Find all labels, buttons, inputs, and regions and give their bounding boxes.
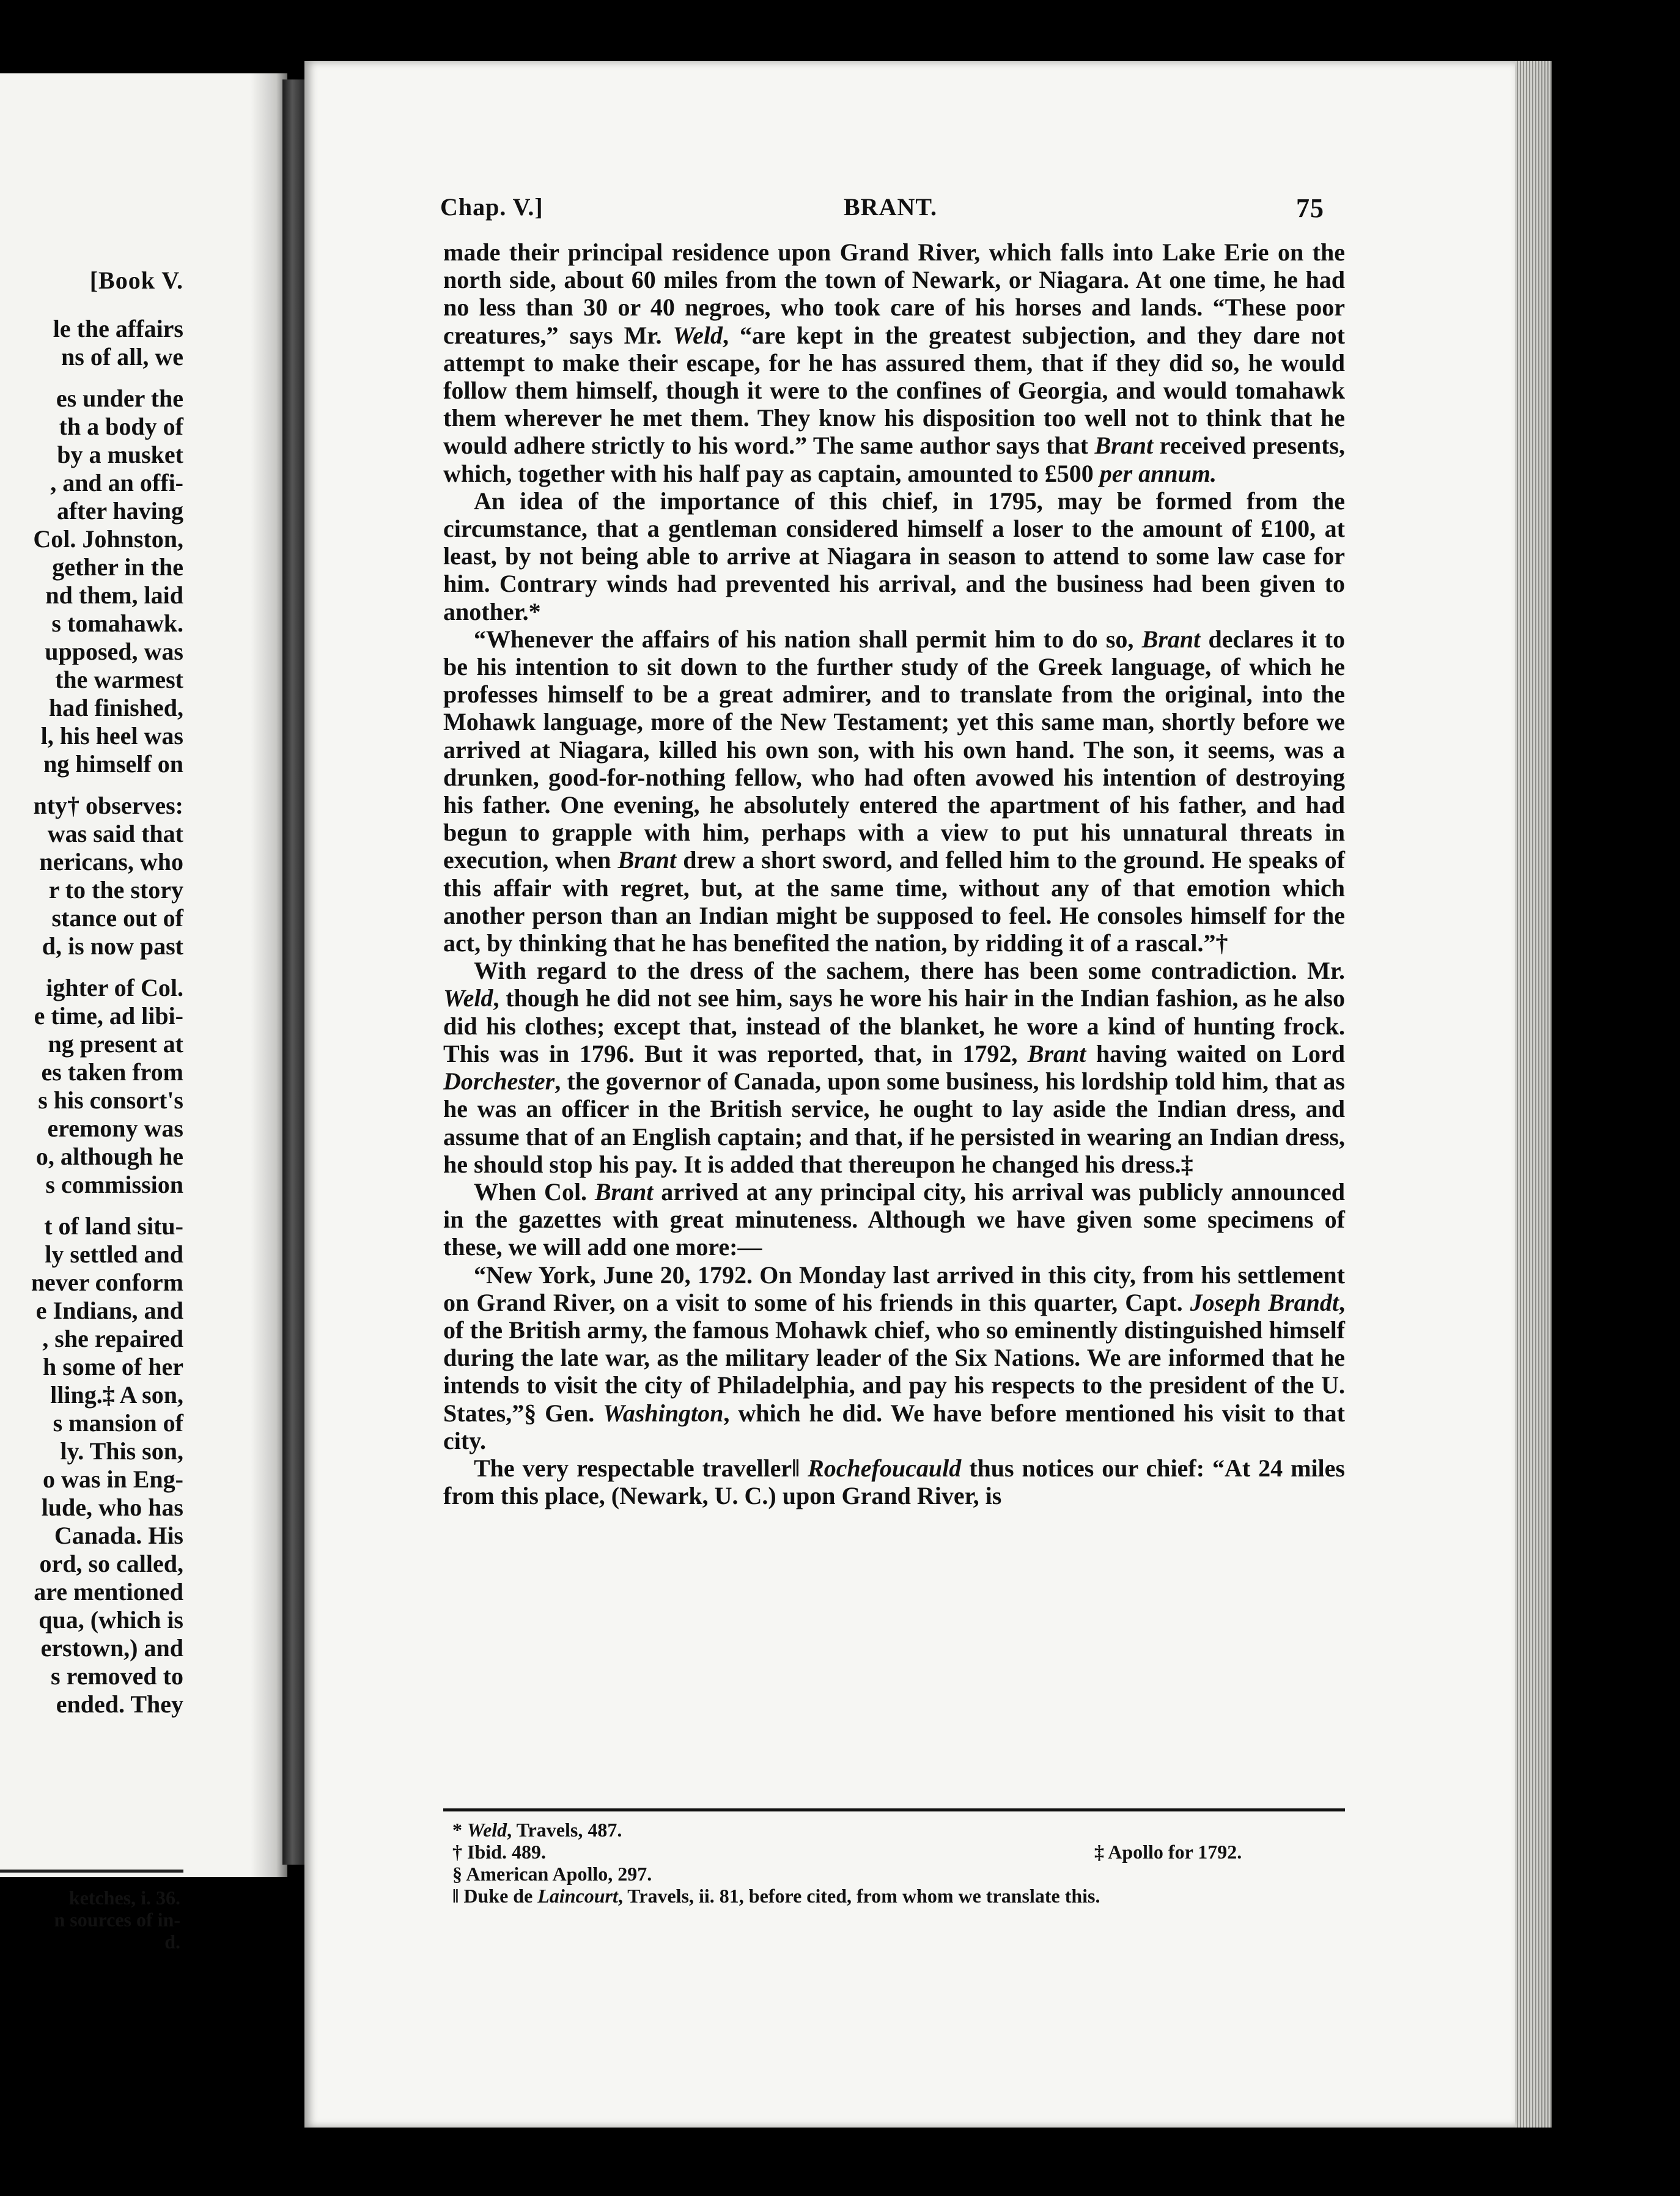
left-page-footnote-line: ketches, i. 36.	[68, 1887, 180, 1909]
italic-run: Weld	[443, 984, 493, 1012]
left-page-footnote-line: n sources of in-	[54, 1909, 180, 1931]
book-binding	[282, 79, 307, 1865]
left-page-line: eremony was	[47, 1115, 183, 1142]
left-page-line: o, although he	[35, 1143, 183, 1170]
text-run: made their principal residence upon Grand River, which falls into Lake Erie on the north side, about 60 miles from the town of Newark, or Niagara. At one time, he had no less than 30 or 40 negroes, who took care of his horses and lands. “These poor creatures,” says Mr.	[443, 238, 1345, 349]
left-page-line	[0, 778, 183, 792]
left-page-line: s commission	[45, 1171, 183, 1198]
italic-run: Brant	[594, 1177, 654, 1206]
page-edge-stack	[1515, 61, 1552, 2128]
left-page-line: the warmest	[55, 666, 183, 693]
left-page-line: s mansion of	[53, 1409, 183, 1437]
left-page-footnotes	[0, 1887, 180, 1953]
italic-run: Joseph Brandt	[1190, 1288, 1339, 1316]
text-run: declares it to be his intention to sit down to the further study of the Greek language, of which he professes himself to be a great admirer, and to translate from the original, into the Mohawk language, more of the New Testament; yet this same man, shortly before we arrived at Niagara, killed his own son, with his own hand. The son, it seems, was a drunken, good-for-nothing fellow, who had often avowed his intention of destroying his father. One evening, he absolutely entered the apartment of his father, and had begun to grapple with him, perhaps with a view to put his unnatural threats in execution, when	[443, 625, 1345, 874]
text-run: drew a short sword, and felled him to the ground. He speaks of this affair with regret, but, at the same time, without any of that emotion which another person than an Indian might be supposed to feel. He consoles himself for the act, by thinking that he has benefited the nation, by ridding it of a rascal.”†	[443, 846, 1345, 957]
left-page-footnote-line: d.	[164, 1931, 180, 1953]
text-run: An idea of the importance of this chief, in 1795, may be formed from the circumstance, that a gentleman considered himself a loser to the amount of £100, at least, by not being able to arrive at Niagara in season to attend to some law case for him. Contrary winds had prevented his arrival, and the business had been given to another.*	[443, 487, 1345, 625]
italic-run: per annum.	[1099, 459, 1217, 487]
left-page-line	[0, 1199, 183, 1212]
left-page-line: t of land situ-	[44, 1212, 183, 1240]
page-number: 75	[1296, 193, 1324, 223]
left-page-line: stance out of	[51, 904, 183, 932]
paragraph	[443, 1454, 1345, 1509]
text-run: having waited on Lord	[1086, 1039, 1345, 1067]
left-page-line: ns of all, we	[61, 343, 183, 370]
left-page-line: was said that	[47, 820, 183, 847]
text-run: thus notices our chief: “At 24 miles from this place, (Newark, U. C.) upon Grand River, is	[443, 1454, 1345, 1510]
left-page-line: ly settled and	[45, 1240, 183, 1268]
left-page-line: never conform	[31, 1269, 183, 1296]
left-page-line: upposed, was	[45, 638, 183, 665]
left-page-line: lling.‡ A son,	[50, 1381, 183, 1409]
italic-run: Brant	[1027, 1039, 1086, 1067]
italic-run: Brant	[1141, 625, 1201, 653]
left-page-line: ly. This son,	[60, 1437, 183, 1465]
running-head-title: BRANT.	[844, 193, 938, 221]
left-page-line: ng himself on	[43, 750, 183, 778]
left-facing-page	[0, 73, 287, 1953]
left-page-line: erstown,) and	[40, 1634, 183, 1662]
running-head-chapter: Chap. V.]	[440, 193, 543, 221]
paragraph	[443, 1178, 1345, 1261]
paragraph	[443, 238, 1345, 487]
left-page-line	[0, 371, 183, 385]
paragraph	[443, 1261, 1345, 1454]
footnote-1: * Weld, Travels, 487.	[452, 1819, 622, 1841]
left-page-line: nd them, laid	[45, 581, 183, 609]
text-run: The very respectable traveller‖	[474, 1454, 808, 1482]
text-run: received presents, which, together with his half pay as captain, amounted to £500	[443, 432, 1346, 487]
footnotes	[452, 1819, 1345, 1907]
left-page-line: qua, (which is	[39, 1606, 183, 1634]
left-page-line: l, his heel was	[40, 722, 183, 750]
footnote-rule	[443, 1808, 1345, 1811]
left-page-line: had finished,	[48, 694, 183, 721]
text-run: , which he did. We have before mentioned his visit to that city.	[443, 1399, 1345, 1454]
left-page-line: h some of her	[43, 1353, 183, 1380]
text-run: “Whenever the affairs of his nation shall permit him to do so,	[474, 625, 1142, 653]
left-page-line: , she repaired	[42, 1325, 183, 1352]
text-run: “New York, June 20, 1792. On Monday last arrived in this city, from his settlement on Grand River, on a visit to some of his friends in this quarter, Capt.	[443, 1261, 1345, 1316]
left-page-line: es under the	[56, 385, 183, 412]
left-page-line: th a body of	[59, 413, 183, 440]
italic-run: Weld	[672, 321, 723, 349]
left-page-line: Col. Johnston,	[33, 525, 183, 553]
footnote-3: ‡ Apollo for 1792.	[1094, 1841, 1242, 1863]
left-page-line: , and an offi-	[50, 469, 183, 496]
left-page-line: by a musket	[57, 441, 183, 468]
left-page-line: e time, ad libi-	[34, 1002, 183, 1030]
left-page-line	[0, 960, 183, 974]
footnote-4: § American Apollo, 297.	[452, 1863, 652, 1885]
left-page-line: gether in the	[52, 553, 183, 581]
text-run: arrived at any principal city, his arrival was publicly announced in the gazettes with great minuteness. Although we have given some specimens of these, we will add one more:—	[443, 1177, 1346, 1261]
left-page-line: r to the story	[48, 876, 183, 904]
left-page-line: es taken from	[41, 1058, 183, 1086]
left-page-line: after having	[56, 497, 183, 525]
left-running-head: [Book V.	[89, 267, 183, 294]
text-run: With regard to the dress of the sachem, there has been some contradiction. Mr.	[474, 957, 1345, 985]
footnote-2: † Ibid. 489. ‡ Apollo for 1792.	[452, 1841, 1242, 1863]
left-page-line: e Indians, and	[35, 1297, 183, 1324]
left-page-text	[0, 315, 183, 1719]
left-page-line: nericans, who	[39, 848, 183, 875]
body-text	[443, 238, 1345, 1509]
paragraph	[443, 625, 1345, 957]
left-page-line: s removed to	[51, 1662, 183, 1690]
text-run: , “are kept in the greatest subjection, and they dare not attempt to make their escape, for he has assured them, that if they did so, he would follow them himself, though it were to the confines of Georgia, and would tomahawk them wherever he met them. They know his disposition too well not to think that he would adhere strictly to his word.” The same author says that	[443, 321, 1345, 460]
italic-run: Brant	[1094, 432, 1154, 460]
text-run: , the governor of Canada, upon some business, his lordship told him, that as he was an officer in the British service, he ought to lay aside the Indian dress, and assume that of an English captain; and that, if he persisted in wearing an Indian dress, he should stop his pay. It is added that thereupon he changed his dress.‡	[443, 1067, 1345, 1178]
left-page-line: o was in Eng-	[42, 1465, 183, 1493]
left-page-line: ord, so called,	[39, 1550, 183, 1577]
left-page-line: Canada. His	[54, 1522, 183, 1549]
left-page-gutter-shadow	[251, 73, 287, 1877]
italic-run: Rochefoucauld	[808, 1454, 962, 1482]
left-page-line: ighter of Col.	[46, 974, 183, 1001]
text-run: , though he did not see him, says he wore his hair in the Indian fashion, as he also did his clothes; except that, instead of the blanket, he wore a kind of hunting frock. This was in 1796. But it was reported, that, in 1792,	[443, 984, 1345, 1067]
text-run: When Col.	[474, 1177, 595, 1206]
left-page-line: s his consort's	[38, 1086, 183, 1114]
left-page-line: ended. They	[56, 1690, 183, 1718]
paragraph	[443, 957, 1345, 1178]
left-page-line: s tomahawk.	[51, 610, 183, 637]
italic-run: Dorchester	[443, 1067, 555, 1096]
left-page-line: le the affairs	[53, 315, 183, 342]
left-page-line: d, is now past	[42, 932, 183, 960]
paragraph	[443, 487, 1345, 625]
left-page-line: lude, who has	[41, 1494, 183, 1521]
left-page-line: ng present at	[48, 1030, 183, 1058]
footnote-5: ‖ Duke de Laincourt, Travels, ii. 81, before cited, from whom we translate this.	[452, 1885, 1100, 1907]
italic-run: Washington	[603, 1399, 724, 1427]
left-footnote-rule	[0, 1870, 183, 1873]
left-page-line: are mentioned	[34, 1578, 183, 1605]
left-page-line: nty† observes:	[33, 792, 183, 819]
italic-run: Brant	[617, 846, 677, 874]
text-run: , of the British army, the famous Mohawk chief, who so eminently distinguished himself during the late war, as the military leader of the Six Nations. We are informed that he intends to visit the city of Philadelphia, and pay his respects to the president of the U. States,”§ Gen.	[443, 1288, 1346, 1427]
